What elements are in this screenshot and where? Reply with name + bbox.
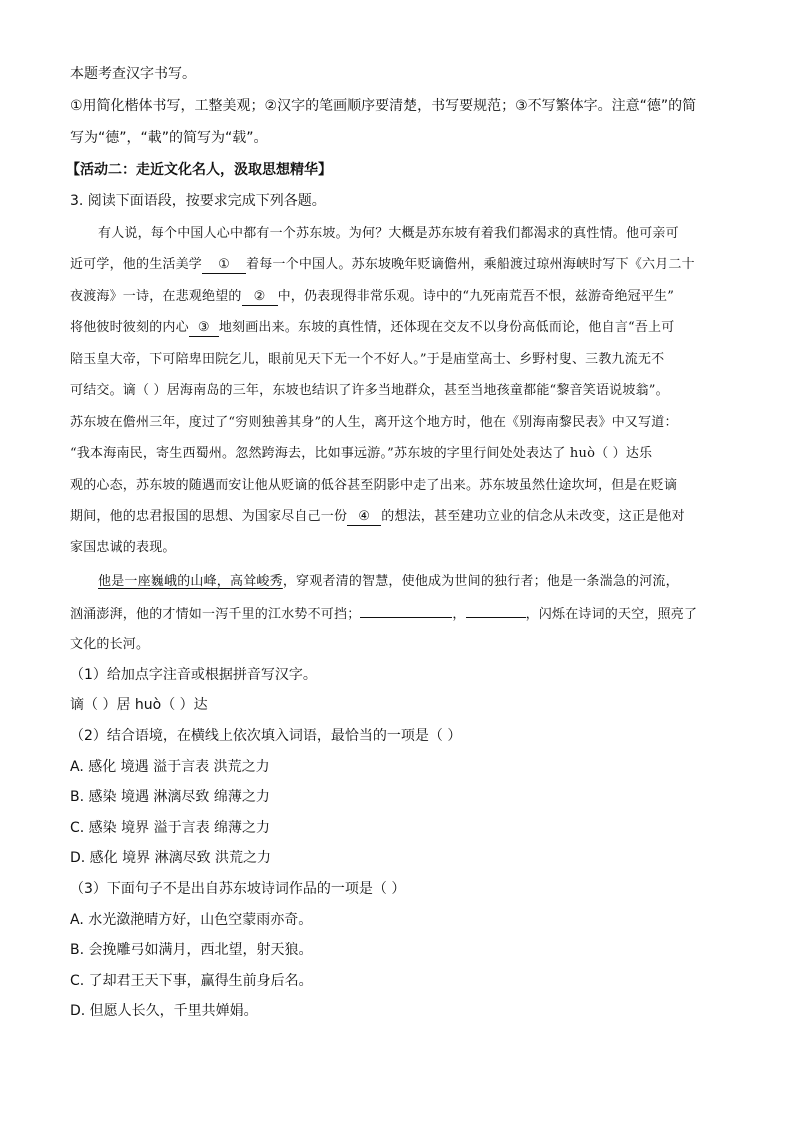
intro-line-2: ①用简化楷体书写，工整美观；②汉字的笔画顺序要清楚，书写要规范；③不写繁体字。注意“德”的简: [70, 98, 697, 114]
passage-text: ，穿观者清的智慧，使他成为世间的独行者；他是一条湍急的河流，: [282, 574, 679, 589]
passage-text: 着每一个中国人。苏东坡晚年贬谪儋州，乘船渡过琼州海峡时写下《六月二十: [246, 257, 695, 272]
sub-question-2-stem: （2）结合语境，在横线上依次填入词语，最恰当的一项是（ ）: [70, 728, 462, 744]
passage-text: 期间，他的忠君报国的思想、为国家尽自己一份: [70, 509, 348, 524]
blank-3: ③: [189, 320, 219, 337]
passage-text: 夜渡海》一诗，在悲观绝望的: [70, 289, 242, 304]
passage-text: 近可学，他的生活美学: [70, 257, 203, 272]
passage-text: 地刻画出来。东坡的真性情，还体现在交友不以身份高低而论，他自言“吾上可: [218, 320, 675, 335]
sub-question-1-stem: （1）给加点字注音或根据拼音写汉字。: [70, 667, 317, 683]
blank-4: ④: [347, 509, 381, 526]
passage-text: 将他彼时彼刻的内心: [70, 320, 189, 335]
passage-p2-line-3: 文化的长河。: [70, 637, 150, 652]
passage-p2-line-2: [70, 603, 697, 625]
blank-1: ①: [202, 257, 246, 274]
passage-p1-line-1: 有人说，每个中国人心中都有一个苏东坡。为何？大概是苏东坡有着我们都渴求的真性情。他可亲可: [98, 226, 679, 241]
sub-question-1-answer-line: 谪（ ）居 huò（ ）达: [70, 697, 208, 713]
sub-question-3-option-a[interactable]: A. 水光潋滟晴方好，山色空蒙雨亦奇。: [70, 912, 313, 928]
sub-question-2-option-b[interactable]: B. 感染 境遇 淋漓尽致 绵薄之力: [70, 789, 270, 805]
question-3-stem: 3. 阅读下面语段，按要求完成下列各题。: [70, 193, 326, 209]
sub-question-2-option-d[interactable]: D. 感化 境界 淋漓尽致 洪荒之力: [70, 850, 272, 866]
passage-p1-line-9: 观的心态，苏东坡的随遇而安让他从贬谪的低谷甚至阴影中走了出来。苏东坡虽然仕途坎坷，但是在贬谪: [70, 478, 678, 493]
passage-p1-line-4: [70, 318, 674, 338]
passage-p1-line-7: 苏东坡在儋州三年，度过了“穷则独善其身”的人生，离开这个地方时，他在《别海南黎民表》中又写道：: [70, 415, 678, 430]
answer-blank-b[interactable]: [466, 603, 526, 618]
intro-line-1: 本题考查汉字书写。: [70, 66, 196, 82]
passage-text: ，闪烁在诗词的天空，照亮了: [525, 607, 698, 622]
sub-question-3-option-d[interactable]: D. 但愿人长久，千里共婵娟。: [70, 1003, 258, 1019]
passage-text: 的想法，甚至建功立业的信念从未改变，这正是他对: [381, 509, 685, 524]
underlined-sentence: 他是一座巍峨的山峰，高耸峻秀: [98, 574, 283, 589]
passage-p1-line-5: 陪玉皇大帝，下可陪卑田院乞儿，眼前见天下无一个不好人。”于是庙堂高士、乡野村叟、三教九流无不: [70, 352, 665, 367]
passage-p1-line-3: [70, 287, 674, 307]
sub-question-2-option-c[interactable]: C. 感染 境界 溢于言表 绵薄之力: [70, 820, 271, 836]
passage-text: 中，仍表现得非常乐观。诗中的“九死南荒吾不恨，兹游奇绝冠平生”: [277, 289, 675, 304]
sub-question-2-option-a[interactable]: A. 感化 境遇 溢于言表 洪荒之力: [70, 759, 270, 775]
intro-line-3: 写为“德”，“載”的简写为“载”。: [70, 130, 268, 146]
blank-2: ②: [242, 289, 278, 306]
sub-question-3-option-c[interactable]: C. 了却君王天下事，赢得生前身后名。: [70, 973, 313, 989]
activity-title: 【活动二：走近文化名人，汲取思想精华】: [66, 162, 332, 178]
passage-p1-line-2: [70, 255, 695, 275]
sub-question-3-stem: （3）下面句子不是出自苏东坡诗词作品的一项是（ ）: [70, 881, 406, 897]
passage-p1-line-10: [70, 507, 685, 527]
passage-text: 汹涌澎湃，他的才情如一泻千里的江水势不可挡；: [70, 607, 361, 622]
passage-p2-line-1: [98, 572, 679, 592]
passage-p1-line-11: 家国忠诚的表现。: [70, 540, 176, 555]
sub-question-3-option-b[interactable]: B. 会挽雕弓如满月，西北望，射天狼。: [70, 942, 313, 958]
passage-p1-line-8: “我本海南民，寄生西蜀州。忽然跨海去，比如事远游。”苏东坡的字里行间处处表达了 huò（ ）达乐: [70, 446, 653, 461]
passage-text: ，: [452, 607, 466, 622]
answer-blank-a[interactable]: [360, 603, 452, 618]
passage-p1-line-6: 可结交。谪（ ）居海南岛的三年，东坡也结识了许多当地群众，甚至当地孩童都能“黎音笑语说坡翁”。: [70, 383, 669, 398]
